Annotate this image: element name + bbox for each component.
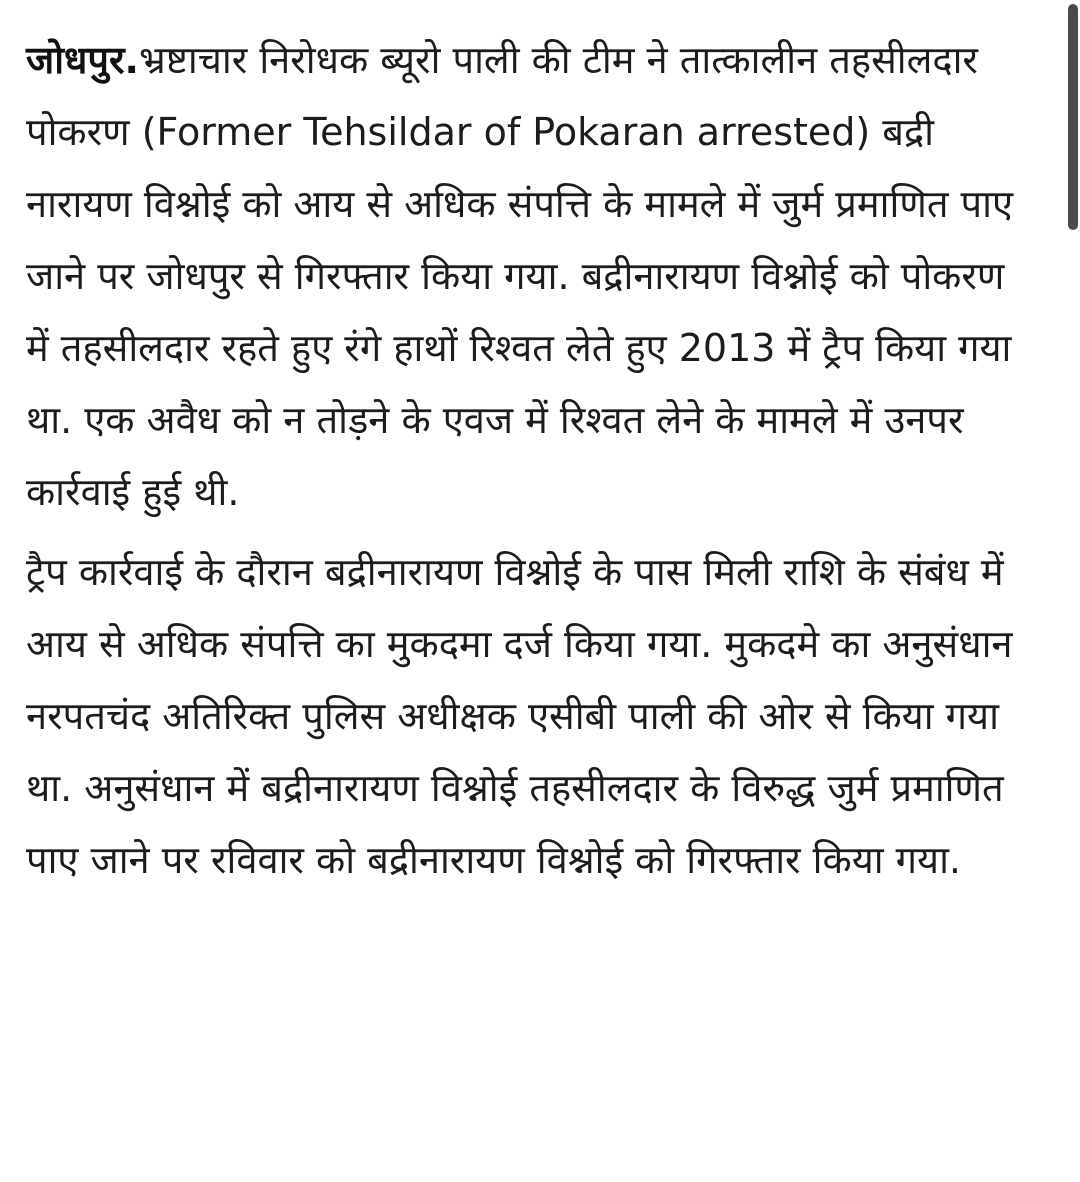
- article-paragraph-2: [26, 536, 1036, 896]
- scrollbar[interactable]: [1064, 0, 1080, 1182]
- scrollbar-thumb[interactable]: [1068, 4, 1078, 230]
- paragraph-2-text: ट्रैप कार्रवाई के दौरान बद्रीनारायण विश्नोई के पास मिली राशि के संबंध में आय से अधिक संपत्ति का मुकदमा दर्ज किया गया. मुकदमे का अनुसंधान नरपतचंद अतिरिक्त पुलिस अधीक्षक एसीबी पाली की ओर से किया गया था. अनुसंधान में बद्रीनारायण विश्नोई तहसीलदार के विरुद्ध जुर्म प्रमाणित पाए जाने पर रविवार को बद्रीनारायण विश्नोई को गिरफ्तार किया गया.: [26, 550, 1013, 882]
- article-dateline: जोधपुर.: [26, 38, 139, 82]
- article-paragraph-1: [26, 24, 1036, 528]
- paragraph-1-text: भ्रष्टाचार निरोधक ब्यूरो पाली की टीम ने तात्कालीन तहसीलदार पोकरण (Former Tehsildar of Pokaran arrested) बद्री नारायण विश्नोई को आय से अधिक संपत्ति के मामले में जुर्म प्रमाणित पाए जाने पर जोधपुर से गिरफ्तार किया गया. बद्रीनारायण विश्नोई को पोकरण में तहसीलदार रहते हुए रंगे हाथों रिश्वत लेते हुए 2013 में ट्रैप किया गया था. एक अवैध को न तोड़ने के एवज में रिश्वत लेने के मामले में उनपर कार्रवाई हुई थी.: [26, 38, 1013, 514]
- article-body: [26, 24, 1036, 896]
